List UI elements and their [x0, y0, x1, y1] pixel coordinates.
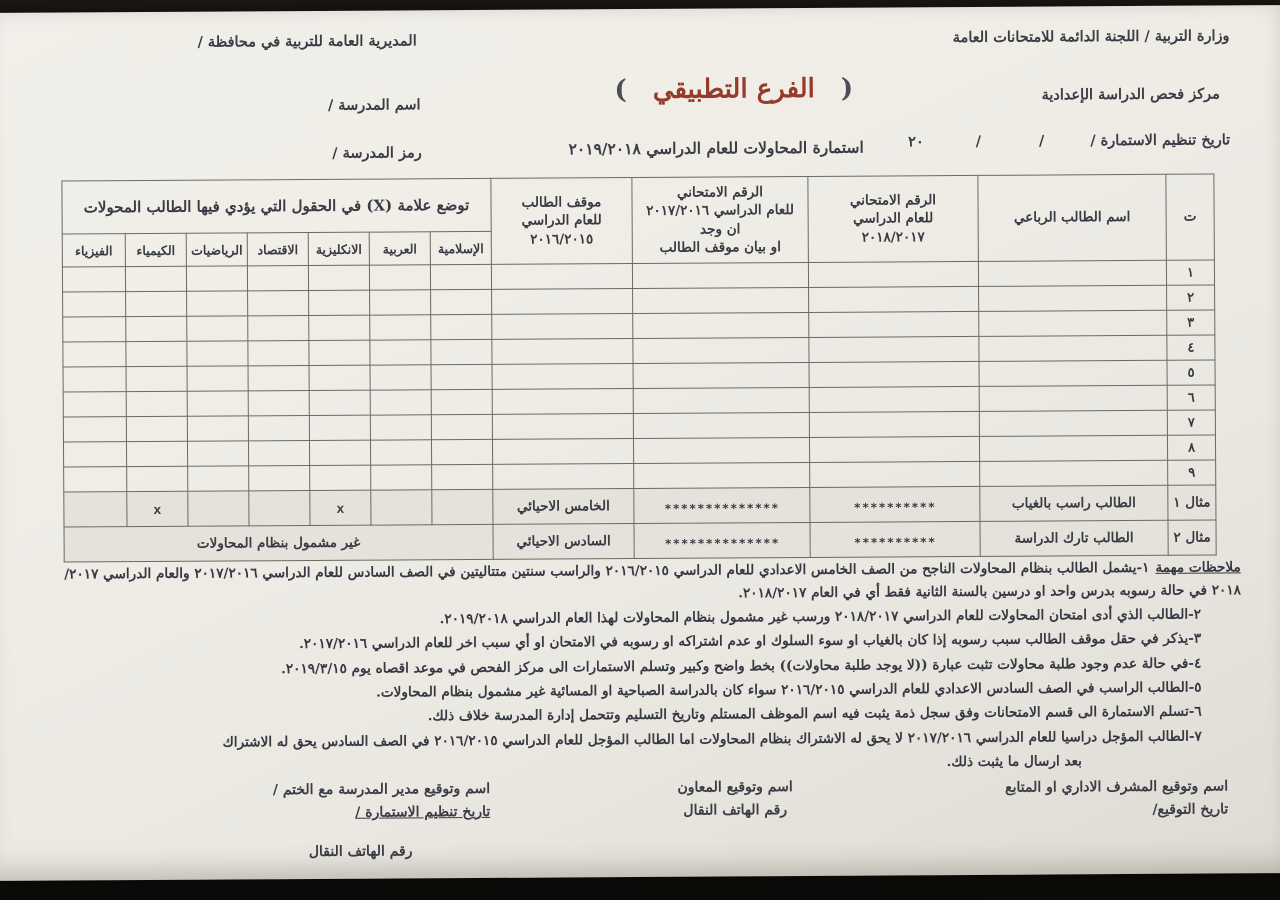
row-number-cell: ٦	[1167, 385, 1215, 410]
empty-cell	[492, 439, 633, 465]
empty-cell	[248, 416, 309, 441]
table-header-row-1	[62, 174, 1214, 234]
empty-cell	[809, 336, 979, 362]
empty-cell	[809, 411, 979, 437]
school-code-field: رمز المدرسة /	[332, 144, 422, 162]
subject-col-header-physics: الفيزياء	[62, 234, 125, 267]
empty-cell	[187, 291, 248, 316]
form-date-year: ٢٠	[908, 133, 924, 151]
row-number-cell: ٥	[1167, 360, 1215, 385]
assistant-signature-label: اسم وتوقيع المعاون	[677, 779, 793, 796]
row-number-cell: ٧	[1167, 410, 1215, 435]
empty-cell	[809, 311, 979, 337]
empty-cell	[63, 317, 126, 342]
empty-cell	[187, 391, 248, 416]
empty-cell	[978, 260, 1166, 286]
example-status: الخامس الاحيائي	[493, 489, 634, 525]
empty-cell	[492, 414, 633, 440]
empty-cell	[431, 439, 492, 464]
empty-cell	[809, 386, 979, 412]
supervisor-signature-block	[1005, 775, 1228, 823]
empty-cell	[187, 341, 248, 366]
principal-signature-label: اسم وتوقيع مدير المدرسة مع الختم /	[272, 780, 491, 799]
exam-center-label: مركز فحص الدراسة الإعدادية	[1041, 85, 1220, 104]
note-item: ٦-تسلم الاستمارة الى قسم الامتحانات وفق سجل ذمة يثبت فيه اسم الموظف المستلم وتاريخ التسليم وتتحمل إدارة المدرسة خلاف ذلك.	[427, 703, 1202, 725]
empty-cell	[979, 285, 1167, 311]
empty-cell	[63, 392, 126, 417]
principal-phone-label: رقم الهاتف النقال	[308, 843, 413, 861]
subject-col-header-english: الانكليزية	[308, 232, 369, 265]
empty-cell	[64, 467, 127, 492]
empty-cell	[493, 464, 634, 490]
empty-cell	[431, 339, 492, 364]
subject-col-header-chemistry: الكيمياء	[125, 233, 186, 266]
col-header-marks-group: توضع علامة (X) في الحقول التي يؤدي فيها الطالب المحولات	[62, 178, 491, 234]
empty-cell	[633, 312, 809, 338]
empty-cell	[808, 261, 978, 287]
ministry-header: وزارة التربية / اللجنة الدائمة للامتحانات العامة	[952, 27, 1230, 47]
empty-cell	[979, 335, 1167, 361]
empty-cell	[491, 264, 632, 290]
empty-cell	[248, 366, 309, 391]
empty-cell	[632, 262, 808, 288]
empty-cell	[633, 362, 809, 388]
empty-cell	[633, 437, 809, 463]
branch-paren-open: (	[840, 73, 854, 104]
principal-signature-block	[245, 778, 491, 865]
mark-cell-chemistry: x	[127, 491, 188, 526]
empty-cell	[249, 466, 310, 491]
mark-cell-islamic	[432, 489, 493, 524]
empty-cell	[370, 290, 431, 315]
empty-cell	[63, 367, 126, 392]
empty-cell	[809, 436, 979, 462]
empty-cell	[186, 266, 247, 291]
branch-title-text: الفرع التطبيقي	[652, 73, 815, 105]
empty-cell	[431, 289, 492, 314]
empty-cell	[248, 441, 309, 466]
empty-cell	[309, 315, 370, 340]
note-item: ٤-في حالة عدم وجود طلبة محاولات تثبت عبارة ((لا يوجد طلبة محاولات)) بخط واضح وكبير وتسلم الاستمارات الى مركز الفحص في موعد اقصاه يوم ٢٠١٩/٣/١٥.	[281, 655, 1202, 677]
empty-cell	[633, 412, 809, 438]
form-title: استمارة المحاولات للعام الدراسي ٢٠١٩/٢٠١٨	[568, 137, 864, 159]
example-row-2	[64, 520, 1216, 562]
empty-cell	[126, 416, 187, 441]
col-header-exam-no-previous: الرقم الامتحاني للعام الدراسي ٢٠١٧/٢٠١٦ ان وجد او بيان موقف الطالب	[632, 176, 809, 263]
subject-col-header-arabic: العربية	[369, 232, 430, 265]
empty-cell	[979, 310, 1167, 336]
school-name-field: اسم المدرسة /	[327, 96, 421, 114]
empty-cell	[431, 414, 492, 439]
empty-cell	[127, 466, 188, 491]
attempts-table	[61, 173, 1216, 562]
branch-paren-close: )	[614, 75, 627, 106]
example-status: السادس الاحيائي	[493, 524, 634, 560]
empty-cell	[248, 316, 309, 341]
empty-cell	[492, 389, 633, 415]
subject-col-header-math: الرياضيات	[186, 233, 247, 266]
empty-cell	[63, 342, 126, 367]
empty-cell	[633, 337, 809, 363]
empty-cell	[310, 465, 371, 490]
mark-cell-math	[188, 491, 249, 526]
form-date-signature-label: تاريخ تنظيم الاستمارة /	[355, 804, 491, 821]
note-item: ٣-يذكر في حقل موقف الطالب سبب رسوبه إذا كان بالغياب او سوء السلوك او عدم اشتراكه او رسوبه في الامتحان او أي سبب اخر للعام الدراسي ٢٠١٧/٢٠١٦.	[299, 630, 1202, 653]
col-header-student-status: موقف الطالب للعام الدراسي ٢٠١٦/٢٠١٥	[491, 178, 633, 265]
note-item: ٢-الطالب الذي أدى امتحان المحاولات للعام الدراسي ٢٠١٨/٢٠١٧ ورسب غير مشمول بنظام المحاولات لهذا العام الدراسي ٢٠١٩/٢٠١٨.	[439, 606, 1202, 627]
empty-cell	[979, 385, 1167, 411]
empty-cell	[370, 365, 431, 390]
empty-cell	[126, 291, 187, 316]
mark-cell-physics	[64, 492, 127, 527]
directorate-header: المديرية العامة للتربية في محافظة /	[197, 32, 417, 51]
empty-cell	[492, 364, 633, 390]
row-number-cell: ٤	[1167, 335, 1215, 360]
form-paper	[0, 5, 1280, 881]
empty-cell	[248, 291, 309, 316]
empty-cell	[125, 266, 186, 291]
example-exam-no-previous: **************	[634, 487, 810, 523]
empty-cell	[248, 341, 309, 366]
subject-col-header-economics: الاقتصاد	[247, 233, 308, 266]
empty-cell	[369, 265, 430, 290]
empty-cell	[63, 442, 126, 467]
col-header-seq: ت	[1166, 174, 1215, 260]
example-exam-no-current: **********	[810, 486, 980, 522]
empty-cell	[370, 390, 431, 415]
branch-title	[584, 74, 884, 106]
note-item: بعد ارسال ما يثبت ذلك.	[946, 753, 1083, 771]
empty-cell	[247, 266, 308, 291]
empty-cell	[308, 265, 369, 290]
empty-cell	[187, 316, 248, 341]
example-seq-cell: مثال ٢	[1168, 520, 1216, 555]
empty-cell	[126, 316, 187, 341]
assistant-signature-block	[600, 776, 870, 824]
empty-cell	[492, 314, 633, 340]
note-item: ٧-الطالب المؤجل دراسيا للعام الدراسي ٢٠١٧/٢٠١٦ لا يحق له الاشتراك بنظام المحاولات اما الطالب المؤجل للعام الدراسي ٢٠١٦/٢٠١٥ في الصف السادس يحق له الاشتراك	[222, 728, 1202, 751]
col-header-exam-no-current: الرقم الامتحاني للعام الدراسي ٢٠١٨/٢٠١٧	[808, 175, 979, 262]
empty-cell	[370, 315, 431, 340]
empty-cell	[980, 460, 1168, 486]
form-date-slash: /	[975, 132, 982, 150]
empty-cell	[809, 361, 979, 387]
notes-heading: ملاحظات مهمة	[1155, 559, 1241, 576]
mark-cell-arabic	[371, 490, 432, 525]
empty-cell	[634, 462, 810, 488]
empty-cell	[492, 289, 633, 315]
form-date-label: تاريخ تنظيم الاستمارة /	[1090, 131, 1231, 150]
example-student-name: الطالب تارك الدراسة	[980, 520, 1168, 556]
empty-cell	[309, 290, 370, 315]
row-number-cell: ٢	[1167, 285, 1215, 310]
empty-cell	[371, 465, 432, 490]
row-number-cell: ٣	[1167, 310, 1215, 335]
empty-cell	[126, 391, 187, 416]
row-number-cell: ٩	[1168, 460, 1216, 485]
empty-cell	[63, 417, 126, 442]
empty-cell	[309, 340, 370, 365]
empty-cell	[309, 440, 370, 465]
empty-cell	[188, 466, 249, 491]
col-header-student-name: اسم الطالب الرباعي	[978, 174, 1167, 261]
example-seq-cell: مثال ١	[1168, 485, 1216, 520]
signature-date-label: تاريخ التوقيع/	[1152, 801, 1229, 818]
empty-cell	[810, 461, 980, 487]
empty-cell	[633, 387, 809, 413]
empty-cell	[370, 340, 431, 365]
row-number-cell: ١	[1166, 260, 1214, 285]
empty-cell	[431, 314, 492, 339]
assistant-phone-label: رقم الهاتف النقال	[683, 802, 788, 819]
note-item: ٥-الطالب الراسب في الصف السادس الاعدادي للعام الدراسي ٢٠١٦/٢٠١٥ سواء كان بالدراسة الصباحية او المسائية غير مشمول بنظام المحاولات.	[376, 679, 1202, 701]
form-date-field	[908, 131, 1230, 150]
empty-cell	[187, 416, 248, 441]
empty-cell	[187, 366, 248, 391]
empty-cell	[979, 435, 1167, 461]
form-date-slash: /	[1038, 132, 1045, 150]
mark-cell-english: x	[310, 490, 371, 525]
empty-cell	[309, 390, 370, 415]
empty-cell	[430, 264, 491, 289]
mark-cell-economics	[249, 491, 310, 526]
not-included-note: غير مشمول بنظام المحاولات	[64, 524, 493, 562]
empty-cell	[633, 287, 809, 313]
empty-cell	[126, 441, 187, 466]
empty-cell	[370, 415, 431, 440]
empty-cell	[62, 267, 125, 292]
example-student-name: الطالب راسب بالغياب	[980, 485, 1168, 521]
note-item: ١-يشمل الطالب بنظام المحاولات الناجح من الصف الخامس الاعدادي للعام الدراسي ٢٠١٦/٢٠١٥ والراسب سنتين متتاليتين في الصف السادس للعام الدراسي ٢٠١٧/٢٠١٦ والعام الدراسي ٢٠١٧/ ٢٠١٨ في حالة رسوبه بدرس واحد او درسين بالسنة الثانية فقط أي في العام ٢٠١٨/٢٠١٧.	[64, 559, 1241, 602]
important-notes	[45, 556, 1242, 781]
subject-col-header-islamic: الإسلامية	[430, 231, 491, 264]
empty-cell	[248, 391, 309, 416]
empty-cell	[431, 364, 492, 389]
empty-cell	[126, 366, 187, 391]
empty-cell	[126, 341, 187, 366]
row-number-cell: ٨	[1167, 435, 1215, 460]
empty-cell	[432, 464, 493, 489]
empty-cell	[309, 365, 370, 390]
empty-cell	[979, 360, 1167, 386]
empty-cell	[187, 441, 248, 466]
empty-cell	[492, 339, 633, 365]
empty-cell	[370, 440, 431, 465]
empty-cell	[62, 292, 125, 317]
empty-cell	[431, 389, 492, 414]
example-exam-no-previous: **************	[634, 522, 810, 558]
empty-cell	[809, 286, 979, 312]
example-exam-no-current: **********	[810, 521, 980, 557]
empty-cell	[309, 415, 370, 440]
supervisor-signature-label: اسم وتوقيع المشرف الاداري او المتابع	[1005, 778, 1229, 796]
empty-cell	[979, 410, 1167, 436]
